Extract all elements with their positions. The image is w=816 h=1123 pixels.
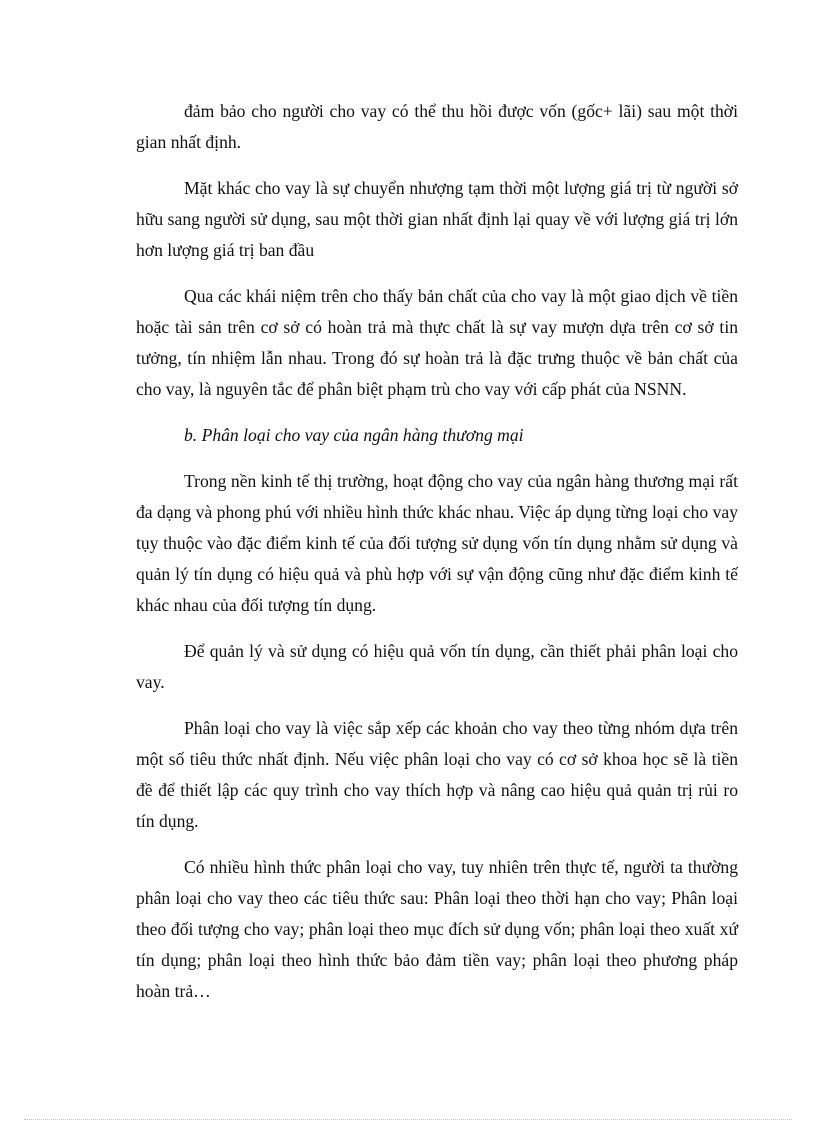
paragraph-market-economy: Trong nền kinh tế thị trường, hoạt động cho vay của ngân hàng thương mại rất đa dạng và phong phú với nhiều hình thức khác nhau. Việc áp dụng từng loại cho vay tụy thuộc vào đặc điểm kinh tế của đối tượng sử dụng vốn tín dụng nhằm sử dụng và quản lý tín dụng có hiệu quả và phù hợp với sự vận động cũng như đặc điểm kinh tế khác nhau của đối tượng tín dụng. bbox=[136, 471, 738, 615]
paragraph-lending-nature: Qua các khái niệm trên cho thấy bản chất của cho vay là một giao dịch về tiền hoặc tài sản trên cơ sở có hoàn trả mà thực chất là sự vay mượn dựa trên cơ sở tin tưởng, tín nhiệm lẫn nhau. Trong đó sự hoàn trả là đặc trưng thuộc về bản chất của cho vay, là nguyên tắc để phân biệt phạm trù cho vay với cấp phát của NSNN. bbox=[136, 286, 738, 399]
document-page bbox=[136, 96, 738, 1022]
paragraph-classification-criteria: Có nhiều hình thức phân loại cho vay, tuy nhiên trên thực tế, người ta thường phân loại cho vay theo các tiêu thức sau: Phân loại theo thời hạn cho vay; Phân loại theo đối tượng cho vay; phân loại theo mục đích sử dụng vốn; phân loại theo xuất xứ tín dụng; phân loại theo hình thức bảo đảm tiền vay; phân loại theo phương pháp hoàn trả… bbox=[136, 857, 738, 1001]
page-bottom-divider bbox=[24, 1119, 792, 1120]
paragraph-classification-definition: Phân loại cho vay là việc sắp xếp các khoản cho vay theo từng nhóm dựa trên một số tiêu thức nhất định. Nếu việc phân loại cho vay có cơ sở khoa học sẽ là tiền đề để thiết lập các quy trình cho vay thích hợp và nâng cao hiệu quả quản trị rủi ro tín dụng. bbox=[136, 718, 738, 831]
paragraph-need-classification: Để quản lý và sử dụng có hiệu quả vốn tín dụng, cần thiết phải phân loại cho vay. bbox=[136, 641, 738, 692]
paragraph-continuation: đảm bảo cho người cho vay có thể thu hồi được vốn (gốc+ lãi) sau một thời gian nhất định. bbox=[136, 101, 738, 152]
paragraph-lending-transfer: Mặt khác cho vay là sự chuyển nhượng tạm thời một lượng giá trị từ người sở hữu sang người sử dụng, sau một thời gian nhất định lại quay về với lượng giá trị lớn hơn lượng giá trị ban đầu bbox=[136, 178, 738, 260]
section-heading-loan-classification: b. Phân loại cho vay của ngân hàng thương mại bbox=[184, 425, 524, 445]
